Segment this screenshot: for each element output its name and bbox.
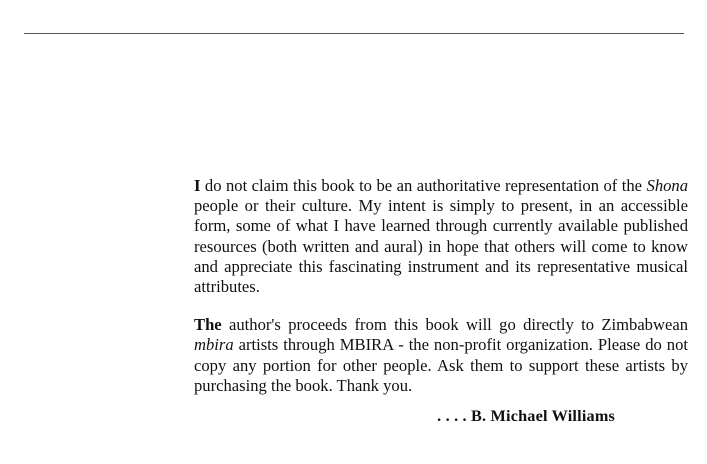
italic-term: mbira xyxy=(194,335,234,355)
italic-term: Shona xyxy=(646,176,688,195)
paragraph-text: author's proceeds from this book will go directly to Zimbabwean xyxy=(221,315,688,335)
author-signature: . . . . B. Michael Williams xyxy=(437,407,615,425)
paragraph-lead-word: I xyxy=(194,176,201,195)
paragraph-text: do not claim this book to be an authoritative representation of the xyxy=(200,176,647,195)
disclaimer-paragraph xyxy=(194,176,688,297)
paragraph-lead-word: The xyxy=(194,315,222,335)
proceeds-paragraph xyxy=(194,315,688,396)
document-body xyxy=(194,176,688,396)
header-rule xyxy=(24,33,684,34)
paragraph-text: people or their culture. My intent is simply to present, in an accessible form, some of what I have learned through currently available published resources (both written and aural) in hope that others will come to know and appreciate this fascinating instrument and its representative musical attributes. xyxy=(194,196,688,297)
paragraph-text: artists through MBIRA - the non-profit organization. Please do not copy any portion for other people. Ask them to support these artists by purchasing the book. Thank you. xyxy=(194,335,688,395)
